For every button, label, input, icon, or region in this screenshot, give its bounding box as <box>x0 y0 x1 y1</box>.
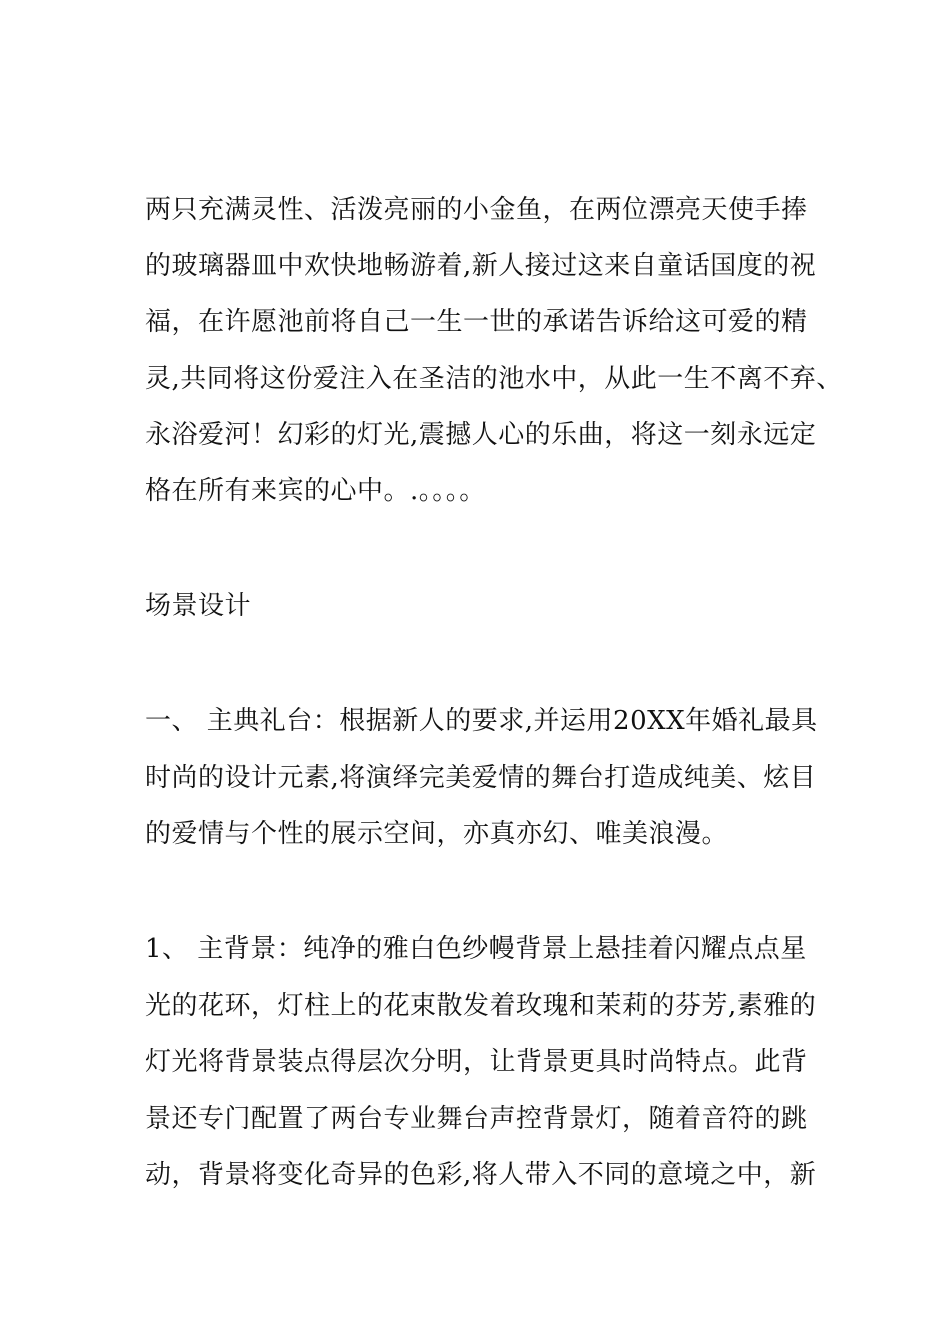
paragraph-3-line-5: 动，背景将变化奇异的色彩,将人带入不同的意境之中，新 <box>145 1160 817 1190</box>
paragraph-1-line-1: 两只充满灵性、活泼亮丽的小金鱼，在两位漂亮天使手捧 <box>145 195 808 225</box>
paragraph-1-line-4: 灵,共同将这份爱注入在圣洁的池水中，从此一生不离不弃、 <box>145 364 843 394</box>
paragraph-1-line-6: 格在所有来宾的心中。.。。。。 <box>145 476 486 506</box>
section-heading: 场景设计 <box>145 591 252 621</box>
paragraph-1-line-5: 永浴爱河！幻彩的灯光,震撼人心的乐曲，将这一刻永远定 <box>145 420 817 450</box>
paragraph-1-line-2: 的玻璃器皿中欢快地畅游着,新人接过这来自童话国度的祝 <box>145 251 817 281</box>
paragraph-2-line-3: 的爱情与个性的展示空间，亦真亦幻、唯美浪漫。 <box>145 819 729 849</box>
paragraph-3-line-4: 景还专门配置了两台专业舞台声控背景灯，随着音符的跳 <box>145 1104 808 1134</box>
paragraph-3-line-2: 光的花环，灯柱上的花束散发着玫瑰和茉莉的芬芳,素雅的 <box>145 991 817 1021</box>
paragraph-1-line-3: 福，在许愿池前将自己一生一世的承诺告诉给这可爱的精 <box>145 307 808 337</box>
paragraph-2-line-1: 一、 主典礼台：根据新人的要求,并运用20XX年婚礼最具 <box>145 706 818 736</box>
paragraph-2-line-2: 时尚的设计元素,将演绎完美爱情的舞台打造成纯美、炫目 <box>145 763 817 793</box>
paragraph-3-line-1: 1、 主背景：纯净的雅白色纱幔背景上悬挂着闪耀点点星 <box>145 934 807 964</box>
paragraph-3-line-3: 灯光将背景装点得层次分明，让背景更具时尚特点。此背 <box>145 1047 808 1077</box>
